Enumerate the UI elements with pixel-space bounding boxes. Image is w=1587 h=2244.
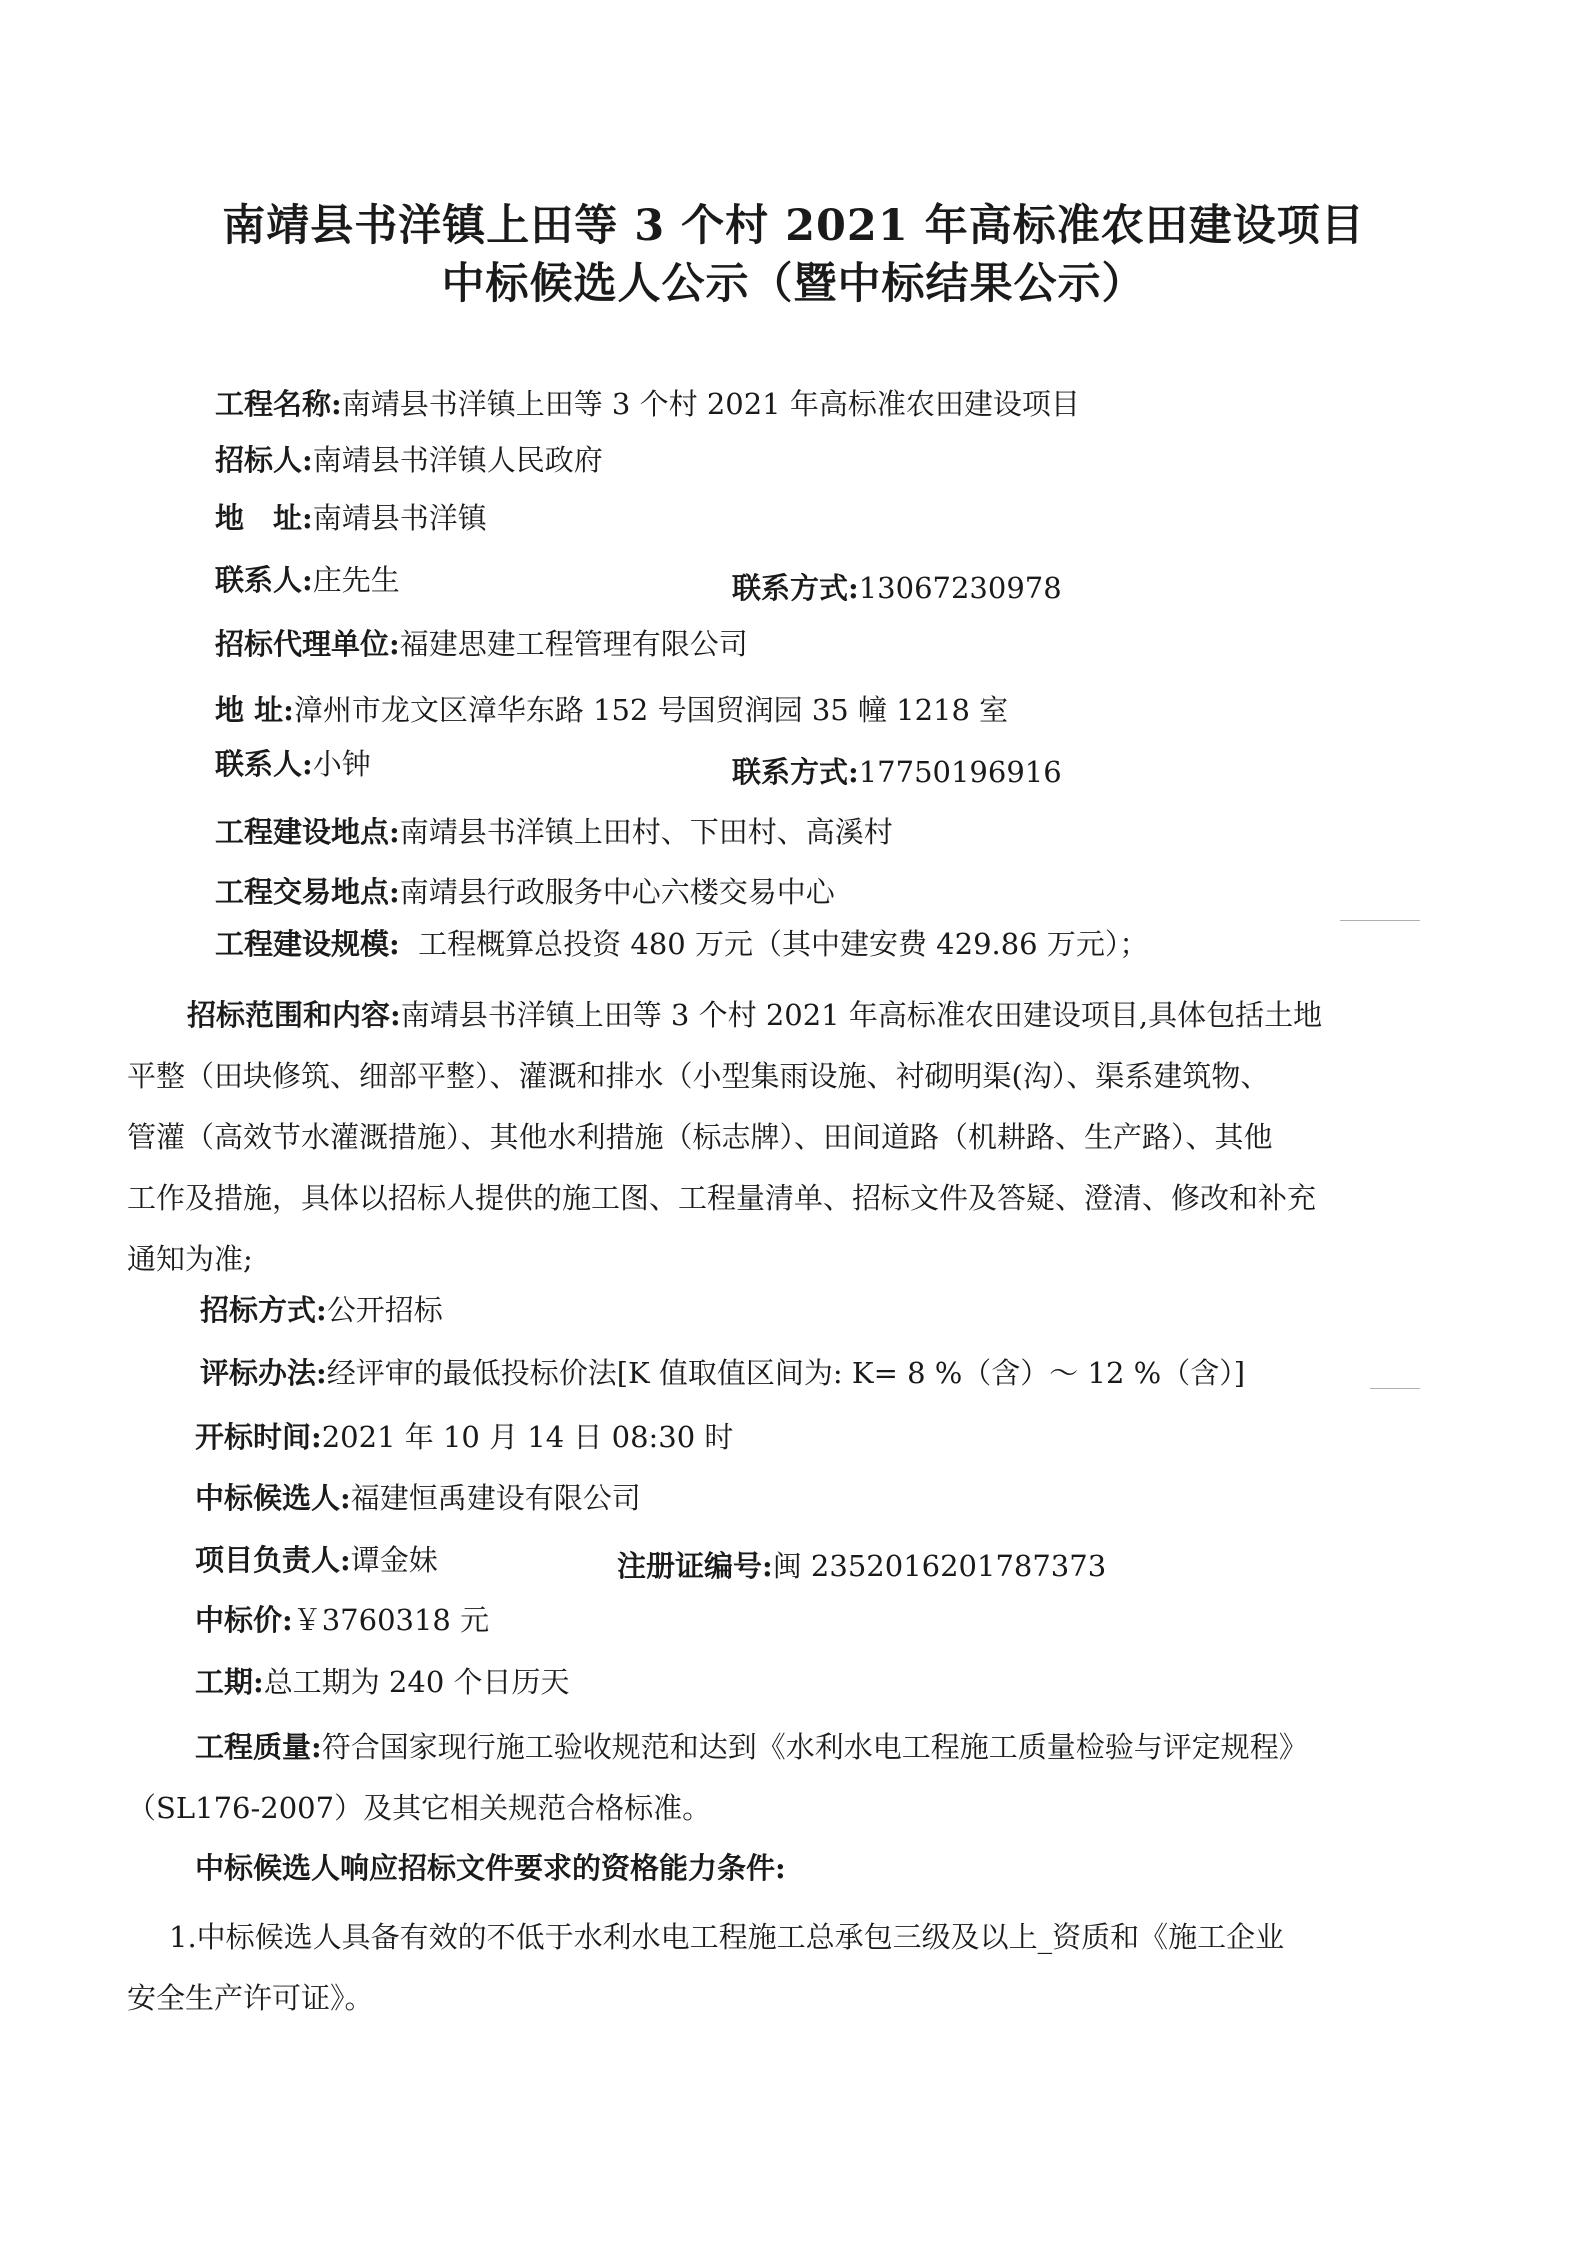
quality-paragraph [127,1717,1467,1839]
opening-time-row [195,1417,733,1457]
manager-row [195,1540,438,1580]
tenderer-phone-row [732,568,1062,608]
agency-address-value: 漳州市龙文区漳华东路 152 号国贸润园 35 幢 1218 室 [293,693,1009,727]
agency-address-row [215,690,1008,730]
document-title-line-1: 南靖县书洋镇上田等 3 个村 2021 年高标准农田建设项目 [222,201,1365,251]
scope-line-5: 通知为准; [127,1242,253,1276]
cert-no-row [617,1546,1106,1586]
trading-site-value: 南靖县行政服务中心六楼交易中心 [399,875,835,909]
construction-site-label: 工程建设地点: [215,815,400,849]
qualification-paragraph [127,1907,1467,2029]
agency-address-label: 地 址: [215,693,294,727]
tenderer-phone-value: 13067230978 [858,571,1062,605]
scan-artifact [1340,920,1420,921]
qualification-heading: 中标候选人响应招标文件要求的资格能力条件: [195,1851,786,1885]
evaluation-label: 评标办法: [200,1356,327,1390]
opening-time-value: 2021 年 10 月 14 日 08:30 时 [321,1420,734,1454]
scope-line-4: 工作及措施，具体以招标人提供的施工图、工程量清单、招标文件及答疑、澄清、修改和补充 [127,1181,1317,1215]
scope-line-1-text: 南靖县书洋镇上田等 3 个村 2021 年高标准农田建设项目,具体包括土地 [400,998,1323,1032]
tenderer-address-label: 地 址: [215,501,313,535]
price-value: ￥3760318 元 [292,1603,490,1637]
manager-label: 项目负责人: [195,1543,351,1577]
trading-site-label: 工程交易地点: [215,875,400,909]
scope-line-1 [127,985,1457,1046]
agency-contact-value: 小钟 [312,747,371,781]
evaluation-value: 经评审的最低投标价法[K 值取值区间为: K= 8 %（含）～ 12 %（含）] [326,1356,1246,1390]
scale-value: 工程概算总投资 480 万元（其中建安费 429.86 万元）； [418,927,1149,961]
tenderer-label: 招标人: [215,443,313,477]
agency-contact-label: 联系人: [215,747,313,781]
candidate-row [195,1478,641,1518]
scope-paragraph [127,985,1457,1290]
quality-line-1 [127,1717,1467,1778]
construction-site-row [215,812,893,852]
price-row [195,1600,489,1640]
scan-artifact [1370,1388,1420,1389]
duration-row [195,1662,570,1702]
quality-line-1-text: 符合国家现行施工验收规范和达到《水利水电工程施工质量检验与评定规程》 [321,1730,1308,1764]
scale-label: 工程建设规模: [215,927,400,961]
method-label: 招标方式: [200,1293,327,1327]
agency-value: 福建思建工程管理有限公司 [399,627,748,661]
manager-value: 谭金妹 [350,1543,438,1577]
cert-no-value: 闽 2352016201787373 [772,1549,1107,1583]
agency-phone-value: 17750196916 [858,755,1062,789]
tenderer-contact-value: 庄先生 [312,563,400,597]
agency-row [215,624,748,664]
method-row [200,1290,443,1330]
tenderer-value: 南靖县书洋镇人民政府 [312,443,603,477]
tenderer-row [215,440,603,480]
cert-no-label: 注册证编号: [617,1549,773,1583]
quality-label: 工程质量: [195,1730,322,1764]
tenderer-address-row [215,498,487,538]
qualification-line-1: 1.中标候选人具备有效的不低于水利水电工程施工总承包三级及以上_资质和《施工企业 [169,1920,1285,1954]
opening-time-label: 开标时间: [195,1420,322,1454]
tenderer-phone-label: 联系方式: [732,571,859,605]
duration-label: 工期: [195,1665,264,1699]
agency-phone-row [732,752,1062,792]
agency-phone-label: 联系方式: [732,755,859,789]
candidate-value: 福建恒禹建设有限公司 [350,1481,641,1515]
agency-contact-row [215,744,371,784]
candidate-label: 中标候选人: [195,1481,351,1515]
tenderer-contact-row [215,560,400,600]
document-title-line-2: 中标候选人公示（暨中标结果公示） [441,259,1146,309]
trading-site-row [215,872,835,912]
qualification-line-2: 安全生产许可证》。 [127,1981,374,2015]
project-name-value: 南靖县书洋镇上田等 3 个村 2021 年高标准农田建设项目 [341,387,1080,421]
construction-site-value: 南靖县书洋镇上田村、下田村、高溪村 [399,815,893,849]
scope-label: 招标范围和内容: [187,998,401,1032]
evaluation-row [200,1353,1245,1393]
method-value: 公开招标 [326,1293,443,1327]
scope-line-2: 平整（田块修筑、细部平整）、灌溉和排水（小型集雨设施、衬砌明渠(沟）、渠系建筑物、 [127,1059,1270,1093]
scale-row [215,924,1148,964]
quality-line-2: （SL176-2007）及其它相关规范合格标准。 [127,1791,712,1825]
duration-value: 总工期为 240 个日历天 [263,1665,570,1699]
tenderer-address-value: 南靖县书洋镇 [312,501,487,535]
price-label: 中标价: [195,1603,293,1637]
scope-line-3: 管灌（高效节水灌溉措施）、其他水利措施（标志牌）、田间道路（机耕路、生产路）、其他 [127,1120,1273,1154]
project-name-label: 工程名称: [215,387,342,421]
tenderer-contact-label: 联系人: [215,563,313,597]
agency-label: 招标代理单位: [215,627,400,661]
project-name-row [215,384,1080,424]
